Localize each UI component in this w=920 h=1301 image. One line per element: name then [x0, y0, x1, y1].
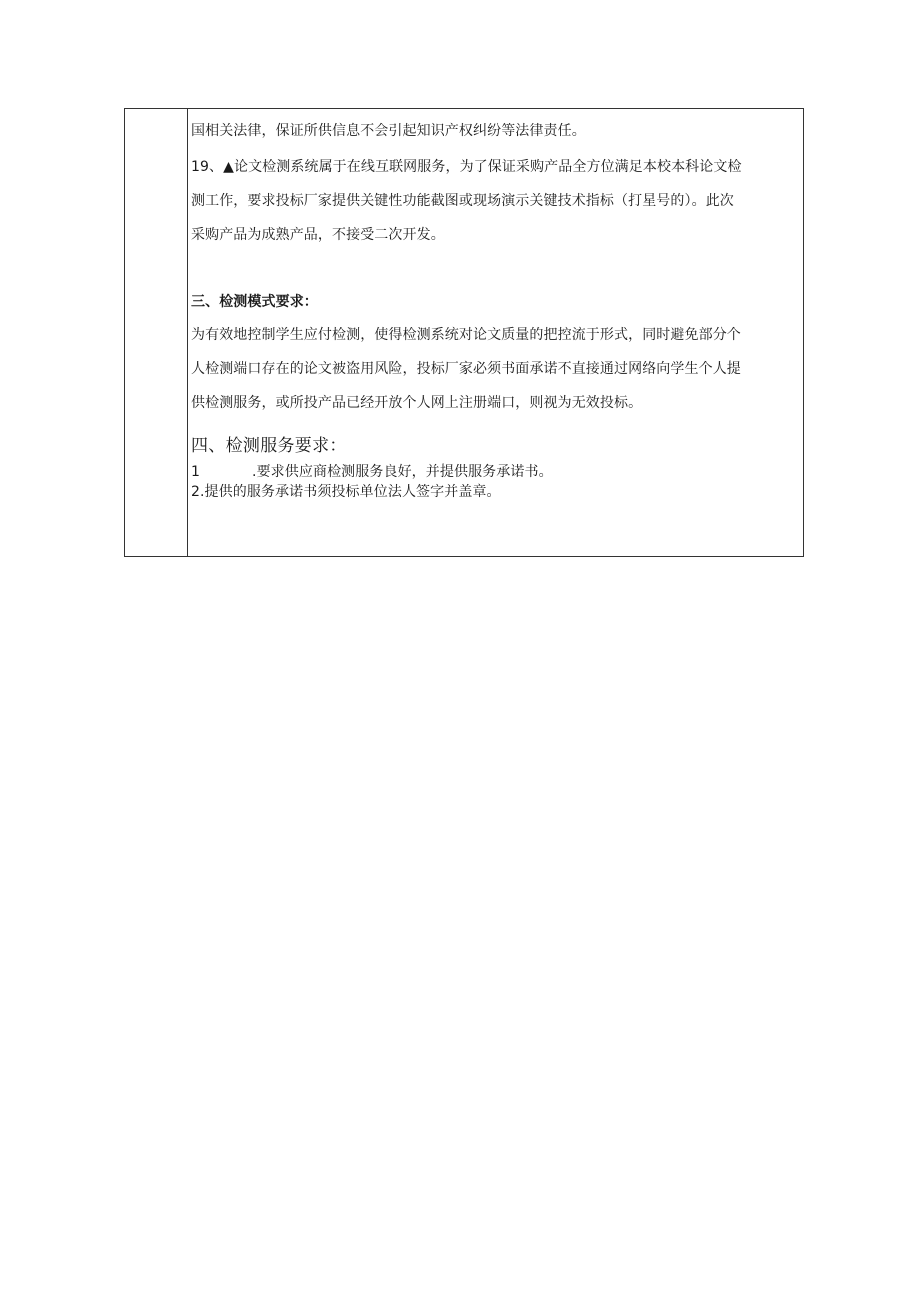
section-4-item-1-number: 1: [191, 464, 201, 480]
legal-responsibility-line: 国相关法律，保证所供信息不会引起知识产权纠纷等法律责任。: [191, 123, 586, 139]
section-4-item-1: [191, 462, 553, 482]
section-4-heading: 四、检测服务要求：: [191, 436, 347, 456]
section-3-para-line-2: 人检测端口存在的论文被盗用风险，投标厂家必须书面承诺不直接通过网络向学生个人提: [191, 361, 741, 377]
section-3-para-line-1: 为有效地控制学生应付检测，使得检测系统对论文质量的把控流于形式，同时避免部分个: [191, 327, 741, 343]
item-19-line-3: 采购产品为成熟产品，不接受二次开发。: [191, 227, 445, 243]
item-19-line-2: 测工作，要求投标厂家提供关键性功能截图或现场演示关键技术指标（打星号的）。此次: [191, 193, 734, 209]
requirements-table: [124, 108, 804, 557]
section-3-para-line-3: 供检测服务，或所投产品已经开放个人网上注册端口，则视为无效投标。: [191, 395, 643, 411]
section-4-item-1-text: .要求供应商检测服务良好，并提供服务承诺书。: [252, 464, 553, 480]
table-content-cell: [188, 109, 803, 556]
section-3-heading: 三、检测模式要求：: [191, 294, 318, 310]
item-19-line-1: 19、▲论文检测系统属于在线互联网服务，为了保证采购产品全方位满足本校本科论文检: [191, 159, 742, 175]
section-4-item-2: 2.提供的服务承诺书须投标单位法人签字并盖章。: [191, 484, 501, 500]
table-label-cell: [125, 109, 188, 556]
